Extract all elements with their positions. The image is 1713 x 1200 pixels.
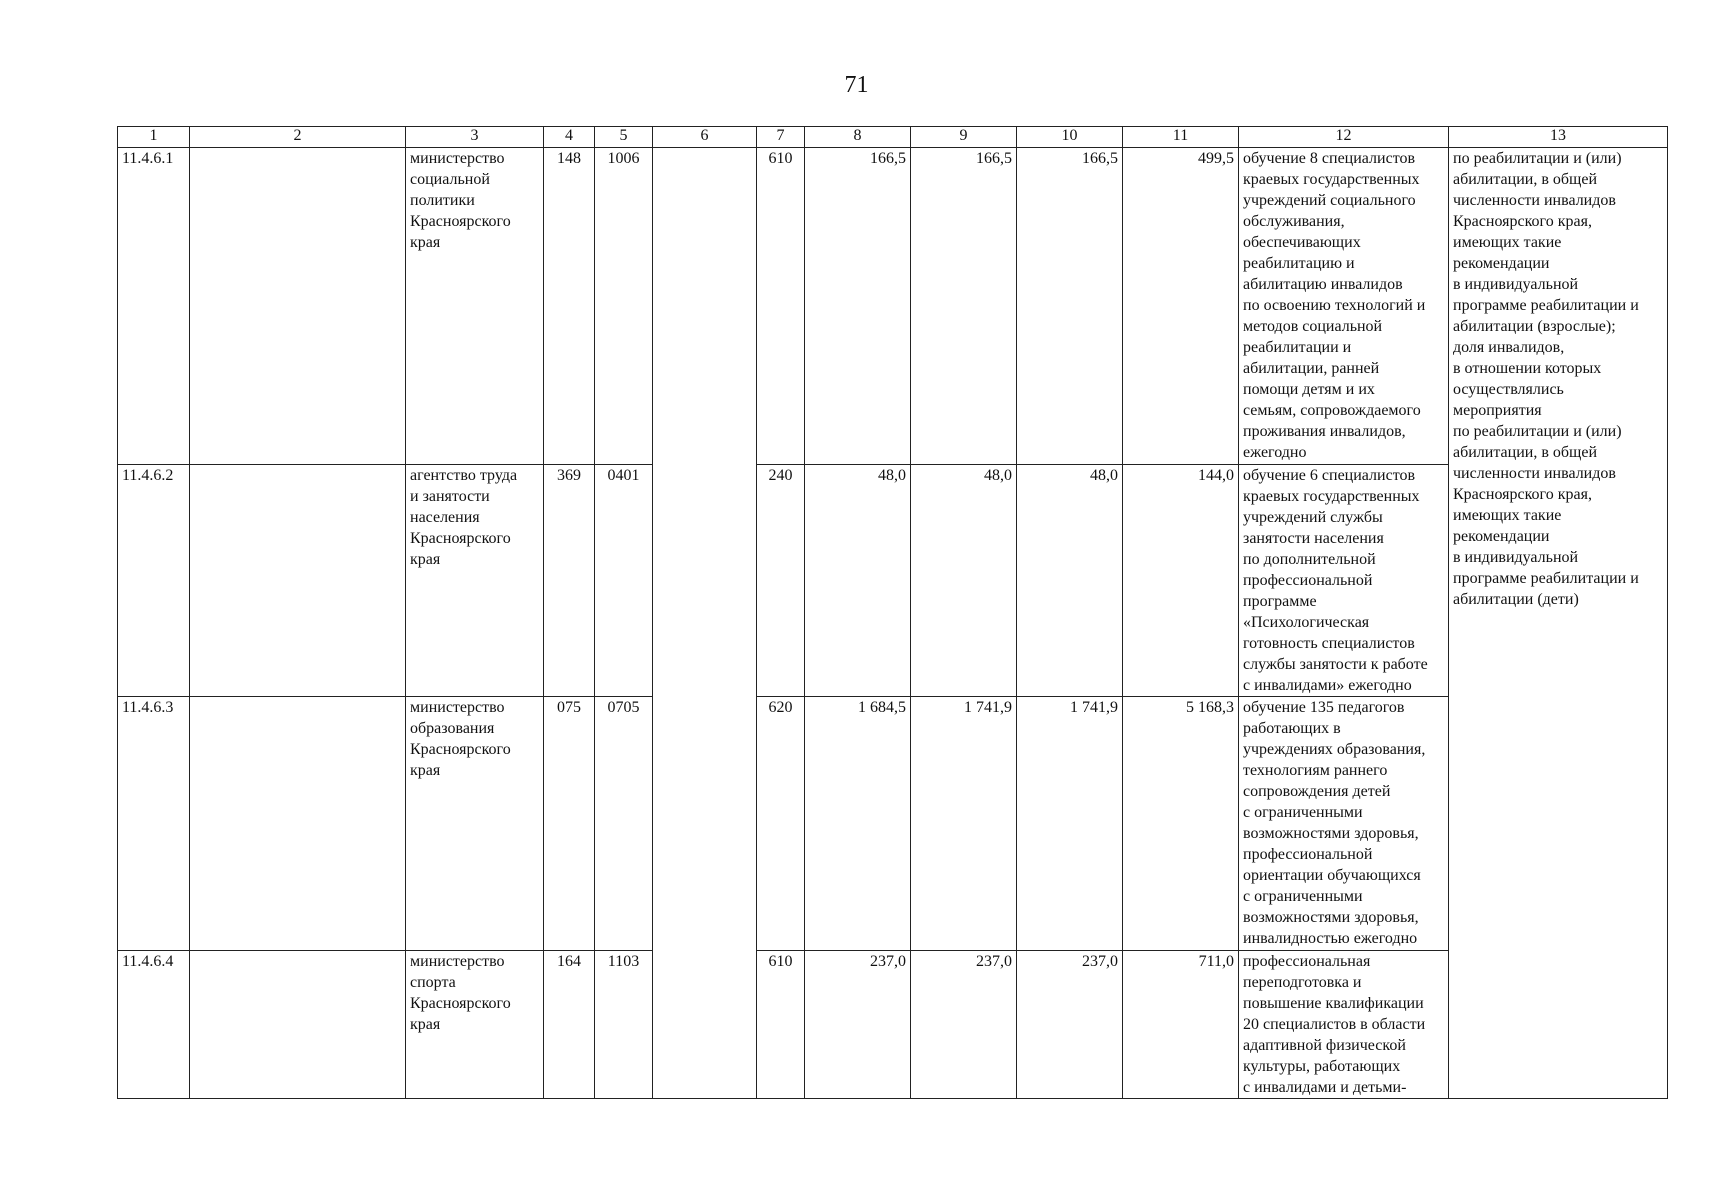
row-year-2: 48,0 — [911, 465, 1017, 697]
budget-table — [117, 126, 1668, 1099]
row-code: 11.4.6.4 — [118, 951, 190, 1099]
table-row — [118, 951, 1668, 1099]
row-grbs-code: 148 — [544, 148, 595, 465]
row-name — [190, 148, 406, 465]
page-number: 71 — [844, 72, 869, 98]
row-year-1: 48,0 — [805, 465, 911, 697]
col-header-3: 3 — [406, 127, 544, 148]
row-section-code: 1006 — [595, 148, 653, 465]
row-total: 499,5 — [1123, 148, 1239, 465]
row-result: обучение 135 педагогов работающих в учреждениях образования, технологиям раннего сопровождения детей с ограниченными возможностями здоровья, профессиональной ориентации обучающихся с ограниченными возможностями здоровья, инвалидностью ежегодно — [1239, 697, 1449, 951]
row-name — [190, 951, 406, 1099]
row-grbs-code: 075 — [544, 697, 595, 951]
col-header-11: 11 — [1123, 127, 1239, 148]
row-agency: министерство образования Красноярского края — [406, 697, 544, 951]
col-header-10: 10 — [1017, 127, 1123, 148]
row-total: 144,0 — [1123, 465, 1239, 697]
row-expense-type: 610 — [757, 148, 805, 465]
row-year-1: 237,0 — [805, 951, 911, 1099]
row-target-article — [653, 148, 757, 1099]
row-grbs-code: 369 — [544, 465, 595, 697]
row-expense-type: 240 — [757, 465, 805, 697]
row-agency: агентство труда и занятости населения Красноярского края — [406, 465, 544, 697]
row-grbs-code: 164 — [544, 951, 595, 1099]
col-header-12: 12 — [1239, 127, 1449, 148]
row-year-3: 1 741,9 — [1017, 697, 1123, 951]
col-header-5: 5 — [595, 127, 653, 148]
row-year-1: 1 684,5 — [805, 697, 911, 951]
row-code: 11.4.6.2 — [118, 465, 190, 697]
row-year-2: 1 741,9 — [911, 697, 1017, 951]
col-header-1: 1 — [118, 127, 190, 148]
col-header-4: 4 — [544, 127, 595, 148]
header-row — [118, 127, 1668, 148]
row-section-code: 1103 — [595, 951, 653, 1099]
indicator-text: по реабилитации и (или) абилитации, в общей численности инвалидов Красноярского края, имеющих такие рекомендации в индивидуальной программе реабилитации и абилитации (взрослые); доля инвалидов, в отношении которых осуществлялись мероприятия по реабилитации и (или) абилитации, в общей численности инвалидов Красноярского края, имеющих такие рекомендации в индивидуальной программе реабилитации и абилитации (дети) — [1449, 148, 1668, 1099]
row-expense-type: 620 — [757, 697, 805, 951]
row-name — [190, 697, 406, 951]
row-section-code: 0705 — [595, 697, 653, 951]
col-header-6: 6 — [653, 127, 757, 148]
col-header-2: 2 — [190, 127, 406, 148]
row-code: 11.4.6.3 — [118, 697, 190, 951]
row-expense-type: 610 — [757, 951, 805, 1099]
row-result: обучение 8 специалистов краевых государственных учреждений социального обслуживания, обеспечивающих реабилитацию и абилитацию инвалидов по освоению технологий и методов социальной реабилитации и абилитации, ранней помощи детям и их семьям, сопровождаемого проживания инвалидов, ежегодно — [1239, 148, 1449, 465]
row-section-code: 0401 — [595, 465, 653, 697]
row-code: 11.4.6.1 — [118, 148, 190, 465]
row-year-3: 237,0 — [1017, 951, 1123, 1099]
row-year-3: 48,0 — [1017, 465, 1123, 697]
row-result: профессиональная переподготовка и повышение квалификации 20 специалистов в области адаптивной физической культуры, работающих с инвалидами и детьми- — [1239, 951, 1449, 1099]
row-year-2: 237,0 — [911, 951, 1017, 1099]
col-header-8: 8 — [805, 127, 911, 148]
row-result: обучение 6 специалистов краевых государственных учреждений службы занятости населения по дополнительной профессиональной программе «Психологическая готовность специалистов службы занятости к работе с инвалидами» ежегодно — [1239, 465, 1449, 697]
col-header-7: 7 — [757, 127, 805, 148]
row-year-2: 166,5 — [911, 148, 1017, 465]
row-agency: министерство спорта Красноярского края — [406, 951, 544, 1099]
table-row — [118, 148, 1668, 465]
row-total: 5 168,3 — [1123, 697, 1239, 951]
col-header-13: 13 — [1449, 127, 1668, 148]
row-name — [190, 465, 406, 697]
table-row — [118, 465, 1668, 697]
table-row — [118, 697, 1668, 951]
row-year-1: 166,5 — [805, 148, 911, 465]
row-total: 711,0 — [1123, 951, 1239, 1099]
col-header-9: 9 — [911, 127, 1017, 148]
row-year-3: 166,5 — [1017, 148, 1123, 465]
row-agency: министерство социальной политики Красноярского края — [406, 148, 544, 465]
